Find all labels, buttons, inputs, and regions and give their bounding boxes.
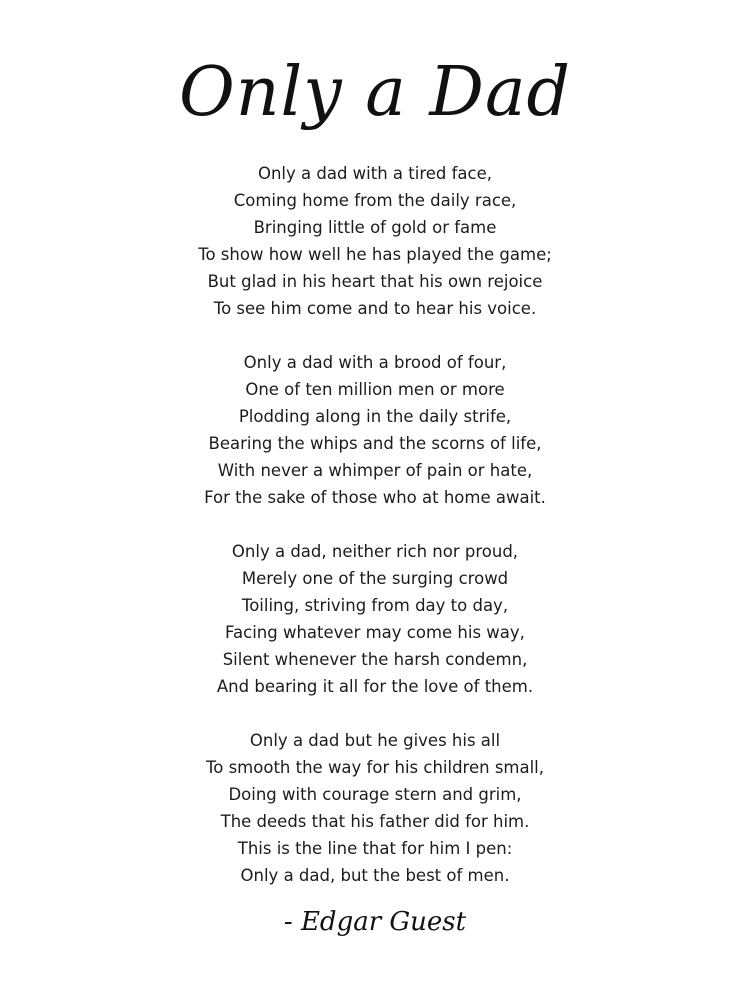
poem-line: Only a dad with a tired face, — [257, 164, 493, 183]
stanza-2 — [0, 349, 750, 511]
poem-line: To see him come and to hear his voice. — [213, 299, 537, 318]
poem-title: Only a Dad — [178, 53, 572, 132]
poem-line: Bearing the whips and the scorns of life, — [208, 434, 542, 453]
poem-line: To show how well he has played the game; — [198, 245, 552, 264]
poem-line: Coming home from the daily race, — [233, 191, 517, 210]
poem-line: Plodding along in the daily strife, — [238, 407, 512, 426]
poem-line: For the sake of those who at home await. — [204, 488, 546, 507]
poem-line: But glad in his heart that his own rejoice — [207, 272, 543, 291]
poem-line: Merely one of the surging crowd — [241, 569, 509, 588]
poem-body — [0, 160, 750, 916]
poem-line: Facing whatever may come his way, — [225, 623, 525, 642]
poem-line: Only a dad, neither rich nor proud, — [231, 542, 519, 561]
poem-line: This is the line that for him I pen: — [237, 839, 513, 858]
poem-line: Bringing little of gold or fame — [253, 218, 497, 237]
poem-line: And bearing it all for the love of them. — [216, 677, 534, 696]
poem-line: Doing with courage stern and grim, — [228, 785, 522, 804]
poem-line: With never a whimper of pain or hate, — [217, 461, 533, 480]
stanza-1 — [0, 160, 750, 322]
stanza-4 — [0, 727, 750, 889]
poem-line: One of ten million men or more — [245, 380, 505, 399]
author-signature: - Edgar Guest — [283, 907, 467, 937]
poem-line: Silent whenever the harsh condemn, — [222, 650, 528, 669]
poem-line: Toiling, striving from day to day, — [241, 596, 509, 615]
poem-line: Only a dad, but the best of men. — [240, 866, 510, 885]
poem-line: The deeds that his father did for him. — [220, 812, 530, 831]
poem-line: To smooth the way for his children small, — [205, 758, 545, 777]
poem-line: Only a dad with a brood of four, — [243, 353, 507, 372]
poem-line: Only a dad but he gives his all — [249, 731, 501, 750]
stanza-3 — [0, 538, 750, 700]
